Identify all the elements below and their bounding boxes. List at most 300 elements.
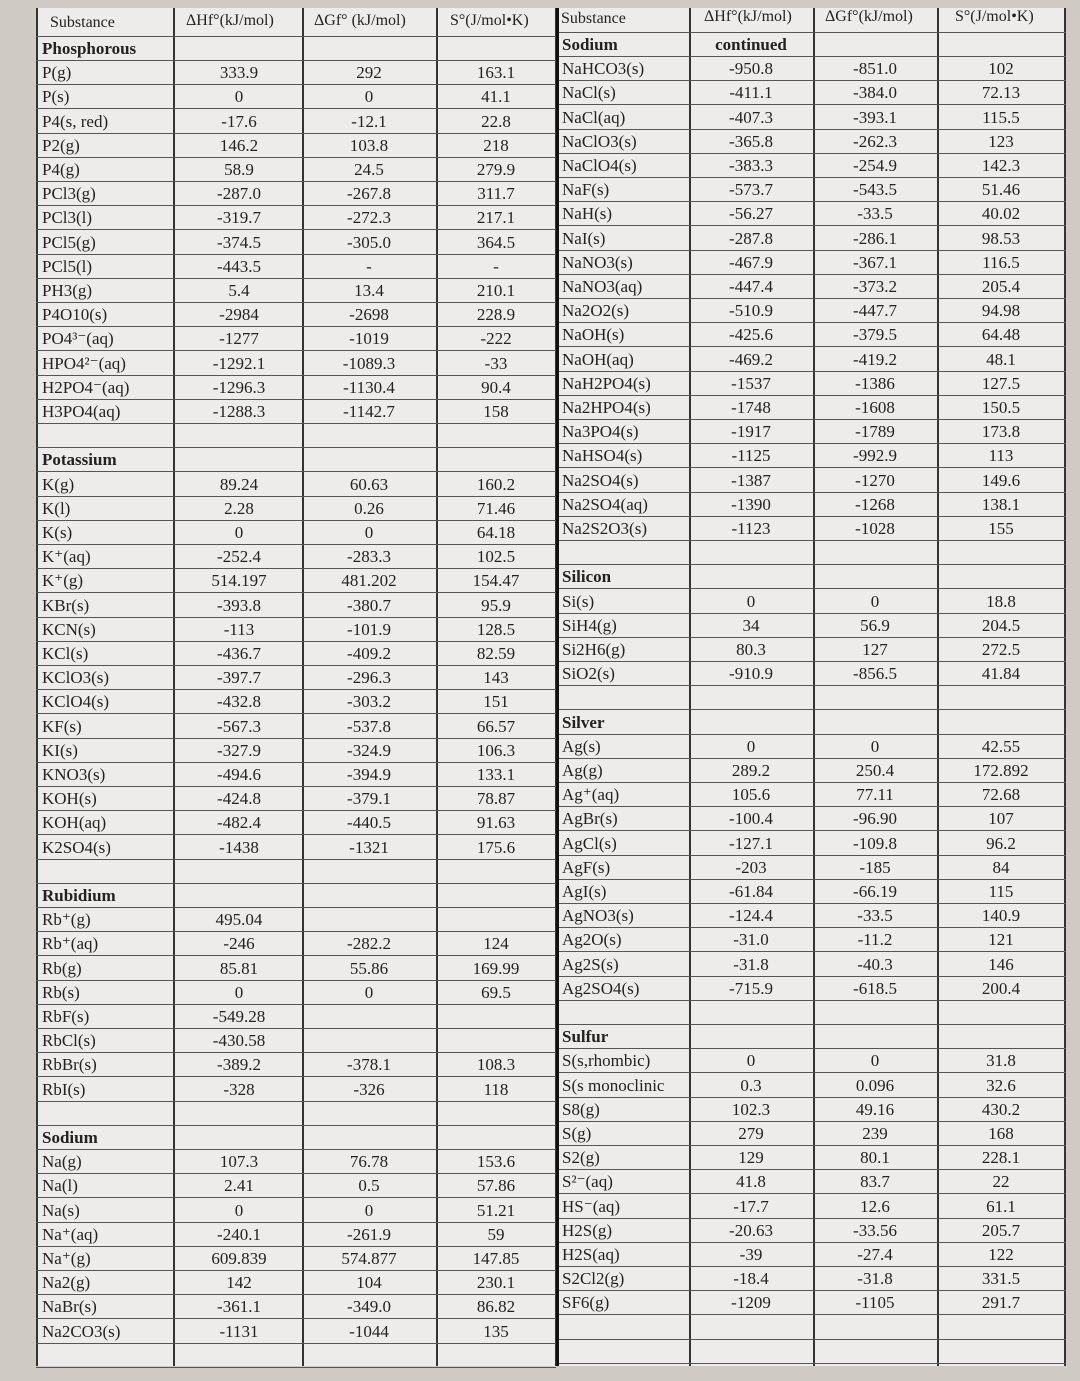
gibbs-value: 574.877: [341, 1249, 397, 1268]
substance-name: RbF(s): [42, 1007, 90, 1026]
gibbs-value: 80.1: [860, 1148, 890, 1168]
substance-name: KCN(s): [42, 619, 96, 639]
gibbs-value: -66.19: [853, 882, 897, 901]
entropy-value: -33: [484, 353, 508, 373]
gibbs-value: 239: [862, 1124, 888, 1143]
gibbs-value: -303.2: [347, 692, 391, 712]
gibbs-value: -1142.7: [343, 402, 395, 421]
gibbs-value: 250.4: [855, 761, 895, 780]
substance-name: NaH2PO4(s): [562, 373, 651, 393]
entropy-value: 94.98: [981, 301, 1021, 321]
entropy-value: 116.5: [982, 252, 1020, 272]
enthalpy-value: -469.2: [729, 349, 773, 369]
enthalpy-value: -18.4: [733, 1269, 769, 1289]
enthalpy-value: -482.4: [217, 813, 261, 833]
section-heading: Sulfur: [562, 1027, 609, 1047]
gibbs-value: -272.3: [347, 208, 391, 228]
table-row: [559, 81, 1066, 105]
table-row: [559, 299, 1066, 323]
substance-name: P4O10(s): [42, 305, 108, 325]
table-row: [36, 473, 556, 497]
entropy-value: 106.3: [476, 740, 516, 760]
entropy-value: 90.4: [481, 377, 511, 397]
substance-name: P(g): [42, 63, 72, 83]
table-row: [559, 1122, 1066, 1146]
table-row: [559, 832, 1066, 856]
entropy-value: 228.1: [981, 1148, 1021, 1168]
entropy-value: 71.46: [476, 498, 516, 518]
table-row: [36, 85, 556, 109]
table-row: [559, 807, 1066, 831]
gibbs-value: -1130.4: [343, 377, 395, 397]
section-heading: Sodium: [42, 1128, 98, 1147]
gibbs-value: 49.16: [855, 1099, 895, 1119]
substance-name: Na2SO4(aq): [562, 494, 648, 514]
enthalpy-value: -39: [739, 1245, 763, 1264]
enthalpy-value: -1131: [219, 1321, 259, 1341]
substance-name: PCl3(l): [42, 208, 93, 228]
substance-name: Rb⁺(g): [42, 910, 91, 930]
enthalpy-value: -1296.3: [212, 377, 266, 397]
substance-name: RbI(s): [42, 1079, 86, 1099]
enthalpy-value: 609.839: [211, 1249, 267, 1268]
entropy-value: 91.63: [476, 813, 516, 833]
entropy-value: 160.2: [476, 474, 516, 494]
gibbs-value: 0: [870, 736, 880, 756]
table-row: [559, 251, 1066, 275]
enthalpy-value: -1438: [219, 837, 259, 857]
entropy-value: 158: [483, 402, 509, 421]
gibbs-value: 55.86: [349, 958, 389, 978]
entropy-value: 146: [988, 954, 1014, 974]
enthalpy-value: -327.9: [217, 740, 261, 760]
table-row: [559, 1025, 1066, 1049]
entropy-value: 364.5: [476, 232, 516, 252]
enthalpy-value: -1748: [731, 398, 771, 417]
substance-name: P4(s, red): [42, 111, 109, 131]
gibbs-value: 0: [870, 591, 880, 611]
table-row: [36, 763, 556, 787]
gibbs-value: -27.4: [857, 1245, 893, 1264]
enthalpy-value: -510.9: [729, 301, 773, 321]
substance-name: K⁺(aq): [42, 547, 91, 567]
table-row: [559, 227, 1066, 251]
gibbs-value: 77.11: [856, 785, 894, 805]
table-row: [36, 279, 556, 303]
enthalpy-value: -494.6: [217, 765, 261, 784]
entropy-value: 149.6: [981, 470, 1021, 490]
table-row: [36, 1295, 556, 1319]
table-row: [36, 1271, 556, 1295]
gibbs-value: -254.9: [853, 156, 897, 175]
substance-name: S8(g): [562, 1099, 600, 1119]
table-row: [559, 154, 1066, 178]
gibbs-value: -379.5: [853, 325, 897, 345]
entropy-value: 153.6: [476, 1152, 516, 1172]
enthalpy-value: -31.0: [733, 930, 769, 950]
entropy-value: 123: [988, 131, 1014, 151]
entropy-value: 147.85: [472, 1249, 520, 1268]
table-row: [559, 638, 1066, 662]
entropy-value: 121: [988, 930, 1014, 950]
enthalpy-value: 105.6: [731, 785, 771, 805]
enthalpy-value: -124.4: [729, 906, 773, 926]
entropy-value: 230.1: [476, 1273, 516, 1293]
enthalpy-value: -1390: [731, 494, 771, 514]
entropy-value: 42.55: [981, 736, 1021, 756]
substance-name: PCl5(g): [42, 232, 96, 252]
gibbs-value: 0.5: [358, 1176, 380, 1196]
substance-name: Ag⁺(aq): [562, 785, 620, 805]
substance-name: NaNO3(s): [562, 252, 633, 272]
enthalpy-value: 102.3: [731, 1099, 771, 1119]
entropy-value: 95.9: [481, 595, 511, 615]
entropy-value: 127.5: [981, 373, 1021, 393]
table-row: [36, 400, 556, 424]
entropy-value: 169.99: [472, 958, 520, 978]
gibbs-value: 56.9: [860, 615, 890, 635]
gibbs-value: -2698: [349, 305, 389, 325]
table-row: [36, 1174, 556, 1198]
table-row: [36, 884, 556, 908]
substance-name: Ag2O(s): [562, 930, 622, 950]
gibbs-value: -1789: [855, 422, 895, 442]
substance-name: NaClO3(s): [562, 131, 637, 151]
enthalpy-value: -397.7: [217, 668, 261, 688]
entropy-value: 64.18: [476, 523, 516, 542]
table-row: [559, 1098, 1066, 1122]
table-row: [559, 348, 1066, 372]
table-row: [559, 1001, 1066, 1025]
gibbs-value: 104: [356, 1273, 382, 1293]
entropy-value: 218: [483, 135, 509, 155]
substance-name: KOH(s): [42, 789, 97, 809]
enthalpy-value: -467.9: [729, 252, 773, 272]
substance-name: S(g): [562, 1124, 592, 1143]
entropy-value: 205.4: [981, 277, 1021, 296]
table-row: [559, 202, 1066, 226]
substance-name: S(s,rhombic): [562, 1051, 651, 1071]
gibbs-value: 0: [364, 523, 374, 542]
enthalpy-value: -252.4: [217, 547, 261, 567]
enthalpy-value: 107.3: [219, 1152, 259, 1172]
enthalpy-value: -240.1: [217, 1224, 261, 1244]
table-row: [36, 690, 556, 714]
enthalpy-value: -1209: [731, 1293, 771, 1313]
enthalpy-value: -100.4: [729, 809, 773, 829]
gibbs-value: -33.5: [857, 906, 893, 926]
enthalpy-value: -436.7: [217, 644, 261, 663]
table-row: [559, 493, 1066, 517]
gibbs-value: -31.8: [857, 1269, 893, 1289]
table-row: [36, 957, 556, 981]
table-row: [36, 836, 556, 860]
substance-name: HPO4²⁻(aq): [42, 353, 126, 373]
gibbs-value: -1608: [855, 398, 895, 417]
substance-name: Ag(g): [562, 761, 603, 780]
gibbs-value: 76.78: [349, 1152, 389, 1172]
gibbs-value: -185: [859, 857, 891, 877]
entropy-value: 142.3: [981, 156, 1021, 175]
table-row: [36, 376, 556, 400]
enthalpy-value: 514.197: [211, 571, 267, 591]
gibbs-value: 481.202: [341, 571, 397, 591]
header-gibbs-right: ΔGf°(kJ/mol): [825, 8, 913, 25]
gibbs-value: -367.1: [853, 252, 897, 272]
enthalpy-value: -2984: [219, 305, 259, 325]
substance-name: Na(s): [42, 1200, 80, 1220]
table-row: [36, 231, 556, 255]
enthalpy-value: -424.8: [217, 789, 261, 809]
gibbs-value: -409.2: [347, 644, 391, 663]
table-row: [36, 666, 556, 690]
table-row: [559, 469, 1066, 493]
gibbs-value: 292: [356, 63, 382, 83]
enthalpy-value: 5.4: [228, 281, 250, 300]
header-substance-right: Substance: [561, 10, 626, 27]
substance-name: PO4³⁻(aq): [42, 329, 114, 349]
substance-name: K(s): [42, 523, 73, 542]
enthalpy-value: -246: [223, 934, 255, 954]
table-row: [559, 686, 1066, 710]
gibbs-value: -326: [353, 1079, 385, 1099]
enthalpy-value: 2.41: [224, 1176, 254, 1196]
substance-name: Ag(s): [562, 736, 601, 756]
enthalpy-value: -328: [223, 1079, 255, 1099]
enthalpy-value: 0: [234, 982, 244, 1002]
table-row: [36, 569, 556, 593]
header-gibbs: ΔGf° (kJ/mol): [314, 12, 406, 29]
gibbs-value: -373.2: [853, 277, 897, 296]
table-row: [36, 618, 556, 642]
gibbs-value: 0: [364, 87, 374, 107]
gibbs-value: 0: [364, 1200, 374, 1220]
substance-name: KF(s): [42, 716, 82, 736]
gibbs-value: 0: [870, 1051, 880, 1071]
enthalpy-value: 495.04: [215, 910, 263, 930]
substance-name: S²⁻(aq): [562, 1172, 613, 1192]
table-row: [559, 1146, 1066, 1170]
entropy-value: 48.1: [986, 349, 1016, 369]
gibbs-value: -40.3: [857, 954, 893, 974]
substance-name: AgCl(s): [562, 833, 617, 853]
enthalpy-value: -1537: [731, 373, 771, 393]
gibbs-value: -380.7: [347, 595, 391, 615]
entropy-value: 72.13: [981, 83, 1021, 103]
substance-name: PCl3(g): [42, 184, 96, 204]
table-row: [559, 1267, 1066, 1291]
table-row: [559, 1316, 1066, 1340]
enthalpy-value: 58.9: [224, 160, 254, 179]
entropy-value: 22.8: [481, 111, 511, 131]
table-row: [36, 37, 556, 61]
gibbs-value: 127: [862, 640, 888, 659]
gibbs-value: -537.8: [347, 716, 391, 736]
entropy-value: -222: [480, 329, 512, 349]
table-row: [36, 134, 556, 158]
entropy-value: 115.5: [982, 107, 1020, 127]
section-heading: Phosphorous: [42, 39, 137, 58]
gibbs-value: -282.2: [347, 934, 391, 954]
substance-name: NaHCO3(s): [562, 59, 645, 79]
enthalpy-value: 0: [234, 1200, 244, 1220]
table-row: [36, 811, 556, 835]
entropy-value: 122: [988, 1245, 1014, 1264]
entropy-value: 41.1: [481, 87, 511, 107]
enthalpy-value: 80.3: [736, 640, 766, 659]
section-heading: Rubidium: [42, 886, 116, 905]
section-heading: Sodium: [562, 35, 618, 54]
entropy-value: 113: [988, 446, 1014, 466]
table-row: [36, 424, 556, 448]
enthalpy-value: 279: [738, 1124, 764, 1143]
table-row: [559, 1195, 1066, 1219]
enthalpy-value: -61.84: [729, 882, 773, 901]
table-row: [36, 739, 556, 763]
table-row: [559, 106, 1066, 130]
enthalpy-value: -365.8: [729, 131, 773, 151]
enthalpy-value: -1917: [731, 422, 771, 442]
entropy-value: 31.8: [986, 1051, 1016, 1071]
gibbs-value: -618.5: [853, 978, 897, 998]
substance-name: PCl5(l): [42, 256, 93, 276]
table-row: [36, 1005, 556, 1029]
substance-name: Na2S2O3(s): [562, 519, 647, 538]
entropy-value: 173.8: [981, 422, 1021, 442]
gibbs-value: -349.0: [347, 1297, 391, 1317]
entropy-value: 82.59: [476, 644, 516, 663]
table-row: [559, 1243, 1066, 1267]
thermo-data-sheet: [36, 8, 1066, 1366]
entropy-value: 217.1: [476, 208, 516, 228]
substance-name: Na(l): [42, 1176, 78, 1196]
table-row: [559, 590, 1066, 614]
gibbs-value: 24.5: [354, 160, 384, 179]
substance-name: NaClO4(s): [562, 156, 637, 175]
table-row: [36, 860, 556, 884]
gibbs-value: -1105: [855, 1293, 895, 1313]
substance-name: Na2HPO4(s): [562, 398, 651, 417]
table-row: [36, 545, 556, 569]
gibbs-value: -856.5: [853, 664, 897, 684]
gibbs-value: -11.2: [857, 930, 893, 950]
section-heading: Silver: [562, 712, 605, 732]
enthalpy-value: -389.2: [217, 1055, 261, 1075]
section-heading: Potassium: [42, 450, 117, 470]
enthalpy-value: 34: [742, 615, 760, 635]
substance-name: RbCl(s): [42, 1031, 96, 1051]
substance-name: NaCl(aq): [562, 107, 626, 127]
entropy-value: 228.9: [476, 305, 516, 325]
entropy-value: 118: [483, 1079, 509, 1099]
table-row: [36, 1223, 556, 1247]
table-row: [559, 928, 1066, 952]
enthalpy-value: -203: [735, 857, 767, 877]
enthalpy-value: 0: [234, 523, 244, 542]
gibbs-value: -305.0: [347, 232, 391, 252]
gibbs-value: -12.1: [351, 111, 387, 131]
substance-name: Rb⁺(aq): [42, 934, 99, 954]
table-row: [36, 1199, 556, 1223]
enthalpy-value: 85.81: [219, 958, 259, 978]
table-row: [36, 642, 556, 666]
table-row: [36, 1126, 556, 1150]
entropy-value: 143: [483, 668, 509, 688]
gibbs-value: -296.3: [347, 668, 391, 688]
table-row: [559, 783, 1066, 807]
substance-name: S(s monoclinic: [562, 1075, 665, 1095]
substance-name: KBr(s): [42, 595, 90, 615]
gibbs-value: -1044: [349, 1321, 389, 1341]
substance-name: AgF(s): [562, 857, 611, 877]
entropy-value: 210.1: [476, 281, 516, 300]
substance-name: NaHSO4(s): [562, 446, 643, 466]
substance-name: NaOH(aq): [562, 349, 634, 369]
entropy-value: 86.82: [476, 1297, 516, 1317]
entropy-value: 98.53: [981, 228, 1021, 248]
table-row: [559, 953, 1066, 977]
substance-name: KClO3(s): [42, 668, 110, 688]
substance-name: Na2O2(s): [562, 301, 630, 321]
enthalpy-value: 0: [234, 87, 244, 107]
enthalpy-value: 2.28: [224, 498, 254, 518]
enthalpy-value: -113: [223, 619, 255, 639]
enthalpy-value: -127.1: [729, 833, 773, 853]
gibbs-value: -109.8: [853, 833, 897, 853]
gibbs-value: 12.6: [860, 1196, 890, 1216]
gibbs-value: -384.0: [853, 83, 897, 103]
entropy-value: 41.84: [981, 664, 1021, 684]
table-row: [559, 1074, 1066, 1098]
table-row: [559, 323, 1066, 347]
table-row: [36, 981, 556, 1005]
gibbs-value: -992.9: [853, 446, 897, 466]
enthalpy-value: -31.8: [733, 954, 769, 974]
substance-name: NaBr(s): [42, 1297, 97, 1317]
table-row: [559, 1170, 1066, 1194]
enthalpy-value: 142: [226, 1273, 252, 1293]
substance-name: Ag2SO4(s): [562, 978, 640, 998]
substance-name: K(g): [42, 474, 75, 494]
enthalpy-value: 0: [746, 1051, 756, 1071]
entropy-value: 331.5: [981, 1269, 1021, 1289]
substance-name: H3PO4(aq): [42, 402, 121, 421]
entropy-value: 311.7: [477, 184, 515, 204]
substance-name: SiH4(g): [562, 615, 617, 635]
entropy-value: 133.1: [476, 765, 516, 784]
entropy-value: 107: [988, 809, 1014, 829]
enthalpy-value: -1292.1: [212, 353, 266, 373]
entropy-value: 96.2: [986, 833, 1016, 853]
substance-name: Na⁺(aq): [42, 1224, 99, 1244]
substance-name: AgI(s): [562, 882, 607, 901]
substance-name: NaF(s): [562, 180, 610, 200]
table-row: [559, 444, 1066, 468]
table-row: [36, 715, 556, 739]
table-row: [559, 33, 1066, 57]
enthalpy-value: 89.24: [219, 474, 259, 494]
enthalpy-value: -443.5: [217, 256, 261, 276]
gibbs-value: -267.8: [347, 184, 391, 204]
table-row: [36, 1053, 556, 1077]
substance-name: NaI(s): [562, 228, 606, 248]
substance-name: K(l): [42, 498, 71, 518]
table-row: [36, 182, 556, 206]
table-row: [36, 327, 556, 351]
substance-name: KNO3(s): [42, 765, 106, 784]
gibbs-value: 60.63: [349, 474, 389, 494]
gibbs-value: -1028: [855, 519, 895, 538]
